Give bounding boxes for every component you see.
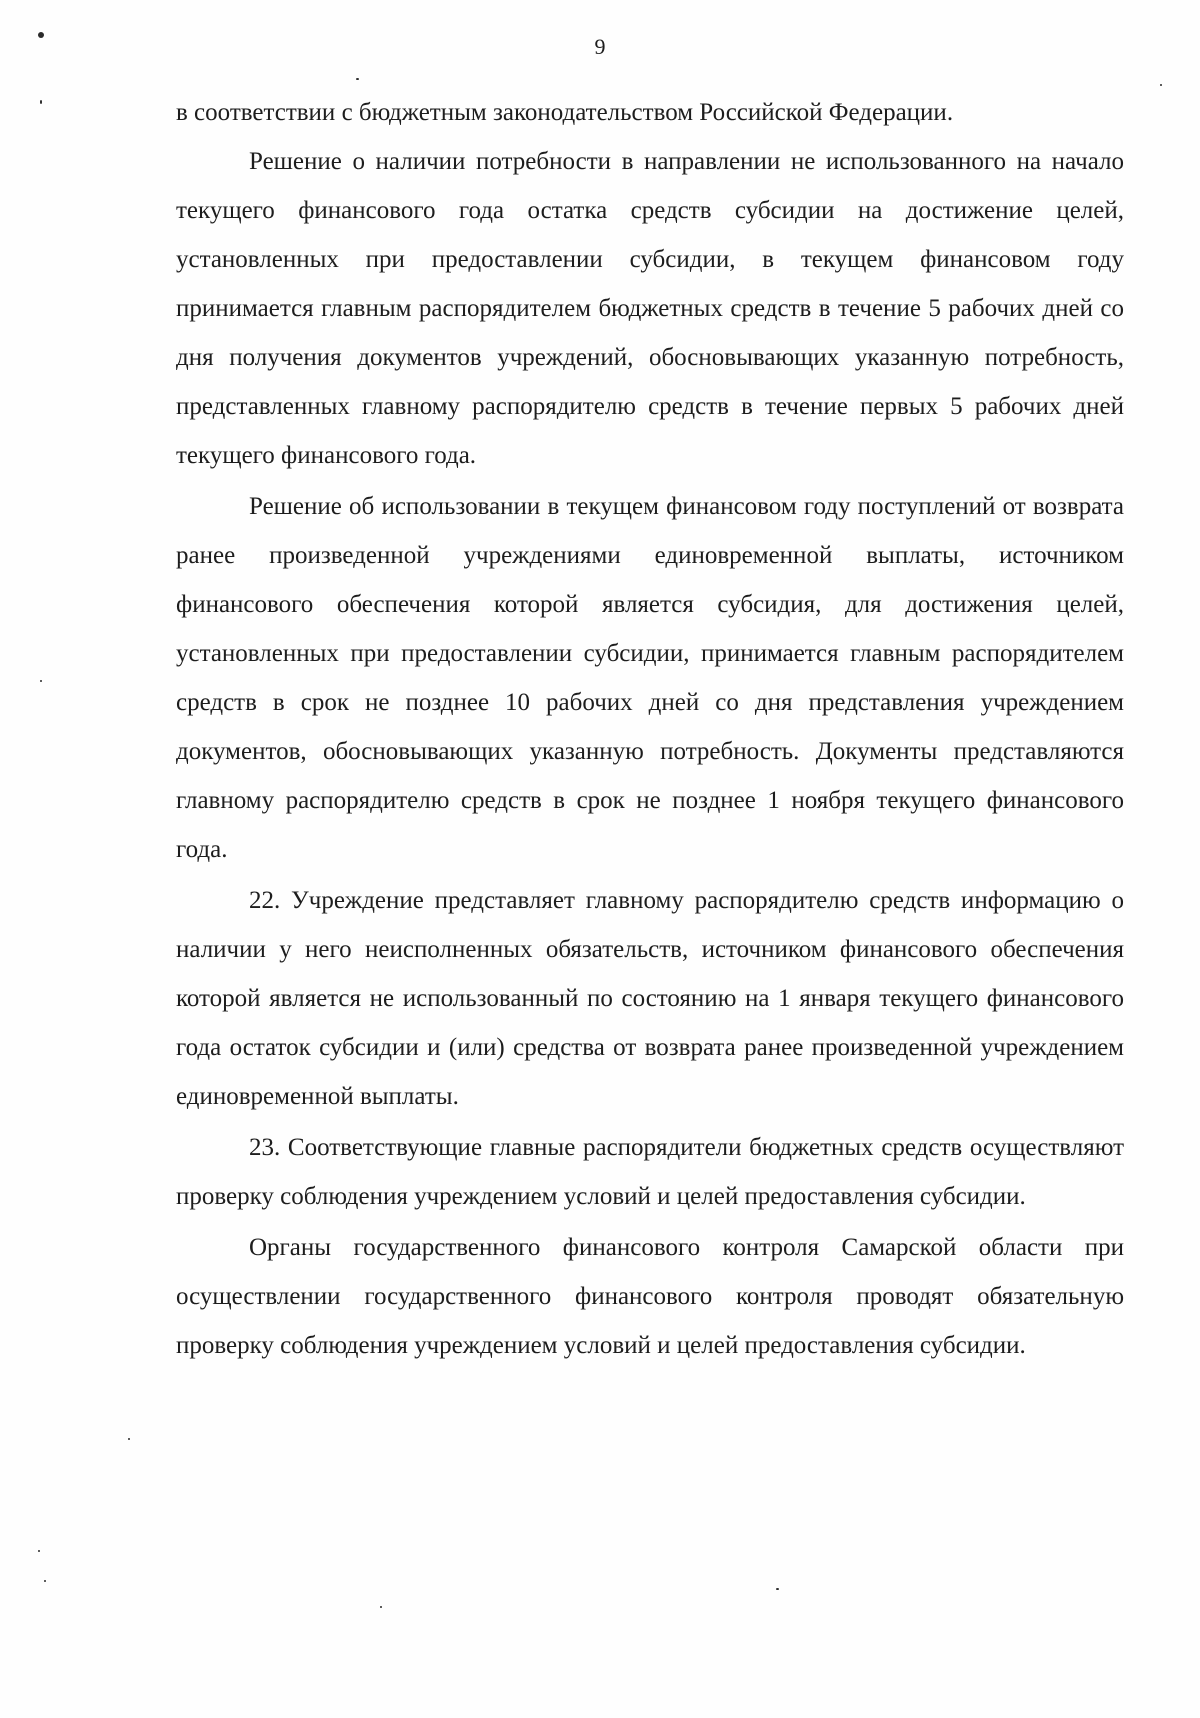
scan-speck xyxy=(128,1438,130,1440)
scan-speck xyxy=(44,1580,46,1582)
scan-speck xyxy=(380,1606,382,1608)
scan-speck xyxy=(38,32,44,38)
document-body xyxy=(176,88,1124,1370)
scan-speck xyxy=(38,1550,40,1552)
paragraph-remaining-balance-decision: Решение о наличии потребности в направлении не использованного на начало текущего финансового года остатка средств субсидии на достижение целей, установленных при предоставлении субсидии, в текущем финансовом году принимается главным распорядителем бюджетных средств в течение 5 рабочих дней со дня получения документов учреждений, обосновывающих указанную потребность, представленных главному распорядителю средств в течение первых 5 рабочих дней текущего финансового года. xyxy=(176,148,1124,469)
paragraph-refund-usage-decision: Решение об использовании в текущем финансовом году поступлений от возврата ранее произведенной учреждениями единовременной выплаты, источником финансового обеспечения которой является субсидия, для достижения целей, установленных при предоставлении субсидии, принимается главным распорядителем средств в срок не позднее 10 рабочих дней со дня представления учреждением документов, обосновывающих указанную потребность. Документы представляются главному распорядителю средств в срок не позднее 1 ноября текущего финансового года. xyxy=(176,493,1124,863)
paragraph-financial-control: Органы государственного финансового контроля Самарской области при осуществлении государственного финансового контроля проводят обязательную проверку соблюдения учреждением условий и целей предоставления субсидии. xyxy=(176,1234,1124,1359)
scan-speck xyxy=(776,1588,779,1590)
paragraph-item-22: 22. Учреждение представляет главному распорядителю средств информацию о наличии у него неисполненных обязательств, источником финансового обеспечения которой является не использованный по состоянию на 1 января текущего финансового года остаток субсидии и (или) средства от возврата ранее произведенной учреждением единовременной выплаты. xyxy=(176,887,1124,1110)
scan-speck xyxy=(40,680,42,682)
paragraph-continuation: в соответствии с бюджетным законодательством Российской Федерации. xyxy=(176,99,954,126)
paragraph-item-23: 23. Соответствующие главные распорядители бюджетных средств осуществляют проверку соблюдения учреждением условий и целей предоставления субсидии. xyxy=(176,1134,1124,1210)
scan-speck xyxy=(40,100,42,104)
page-number: 9 xyxy=(594,34,606,59)
scan-speck xyxy=(1160,84,1162,86)
scan-speck xyxy=(356,78,359,80)
